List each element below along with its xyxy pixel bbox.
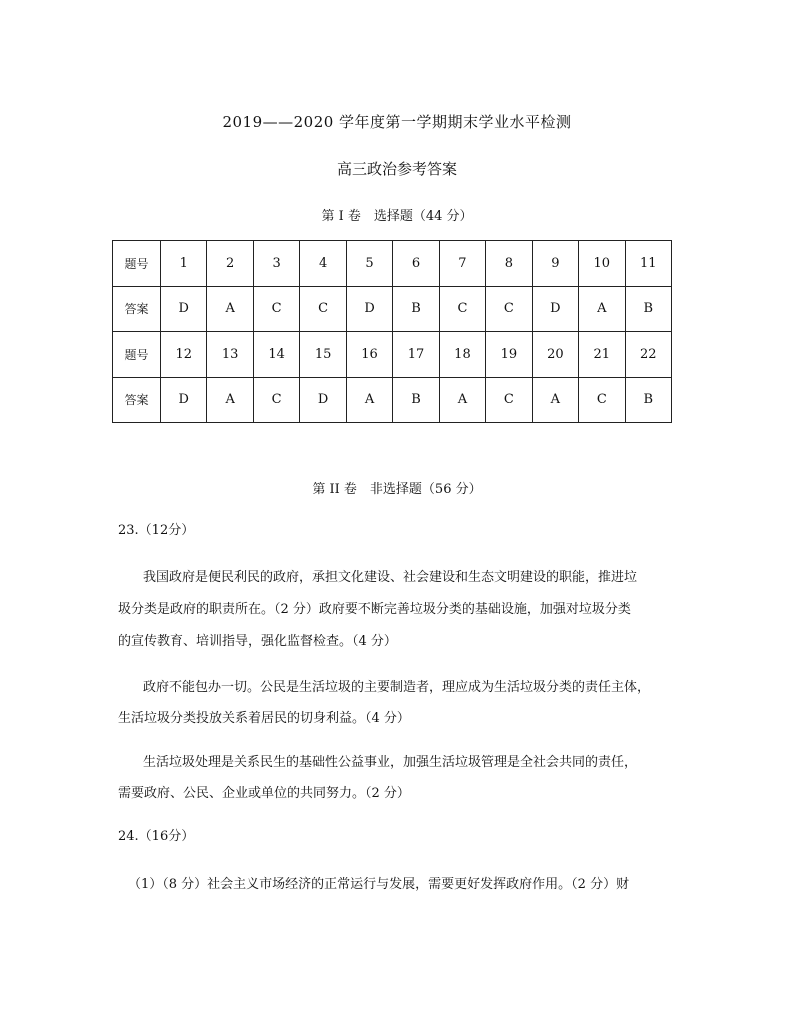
answer-table (112, 240, 672, 423)
table-cell: A (346, 377, 392, 423)
table-cell: D (300, 377, 346, 423)
question-24-label: 24.（16分） (118, 829, 195, 844)
q23-paragraph-line: 圾分类是政府的职责所在。（2 分）政府要不断完善垃圾分类的基础设施，加强对垃圾分类 (118, 602, 631, 617)
table-cell: 7 (439, 241, 485, 287)
table-cell: 3 (253, 241, 299, 287)
table-cell: A (579, 286, 625, 332)
table-cell: B (625, 377, 671, 423)
q23-paragraph-line: 我国政府是便民利民的政府，承担文化建设、社会建设和生态文明建设的职能，推进垃 (143, 570, 638, 585)
table-cell: 10 (579, 241, 625, 287)
document-subtitle: 高三政治参考答案 (336, 160, 457, 178)
table-cell: 18 (439, 332, 485, 378)
table-cell: 15 (300, 332, 346, 378)
table-cell: D (346, 286, 392, 332)
table-cell: 5 (346, 241, 392, 287)
table-cell: A (207, 377, 253, 423)
table-cell: D (161, 286, 207, 332)
table-cell: C (253, 286, 299, 332)
section1-heading: 第 I 卷 选择题（44 分） (321, 209, 473, 224)
q24-paragraph-line: （1）（8 分）社会主义市场经济的正常运行与发展，需要更好发挥政府作用。（2 分）财 (128, 877, 630, 892)
table-cell: C (300, 286, 346, 332)
table-cell: B (393, 377, 439, 423)
table-cell: A (439, 377, 485, 423)
table-cell: 6 (393, 241, 439, 287)
table-cell: 22 (625, 332, 671, 378)
table-cell: 19 (486, 332, 532, 378)
row-label-cell: 题号 (113, 241, 161, 287)
table-cell: 21 (579, 332, 625, 378)
table-cell: B (625, 286, 671, 332)
table-cell: C (486, 286, 532, 332)
table-row (113, 377, 672, 423)
table-cell: 1 (161, 241, 207, 287)
table-cell: 4 (300, 241, 346, 287)
q23-paragraph-line: 需要政府、公民、企业或单位的共同努力。（2 分） (118, 786, 410, 801)
q23-paragraph-line: 政府不能包办一切。公民是生活垃圾的主要制造者，理应成为生活垃圾分类的责任主体， (143, 680, 651, 695)
question-23-label: 23.（12分） (118, 523, 195, 538)
table-cell: A (207, 286, 253, 332)
table-cell: C (579, 377, 625, 423)
table-cell: C (439, 286, 485, 332)
table-cell: C (486, 377, 532, 423)
table-cell: 8 (486, 241, 532, 287)
table-cell: C (253, 377, 299, 423)
q23-paragraph-line: 生活垃圾处理是关系民生的基础性公益事业，加强生活垃圾管理是全社会共同的责任， (143, 755, 638, 770)
table-cell: D (532, 286, 578, 332)
table-cell: 12 (161, 332, 207, 378)
table-cell: 17 (393, 332, 439, 378)
table-cell: 11 (625, 241, 671, 287)
table-row (113, 286, 672, 332)
table-cell: 13 (207, 332, 253, 378)
row-label-cell: 答案 (113, 286, 161, 332)
table-cell: B (393, 286, 439, 332)
q23-paragraph-line: 的宣传教育、培训指导，强化监督检查。（4 分） (118, 634, 397, 649)
row-label-cell: 题号 (113, 332, 161, 378)
table-cell: 16 (346, 332, 392, 378)
section2-heading: 第 II 卷 非选择题（56 分） (312, 482, 482, 497)
table-cell: 9 (532, 241, 578, 287)
table-cell: A (532, 377, 578, 423)
document-title: 2019——2020 学年度第一学期期末学业水平检测 (222, 113, 572, 131)
table-row (113, 332, 672, 378)
row-label-cell: 答案 (113, 377, 161, 423)
table-cell: 14 (253, 332, 299, 378)
q23-paragraph-line: 生活垃圾分类投放关系着居民的切身利益。（4 分） (118, 711, 410, 726)
table-cell: 20 (532, 332, 578, 378)
table-cell: D (161, 377, 207, 423)
table-cell: 2 (207, 241, 253, 287)
table-row (113, 241, 672, 287)
